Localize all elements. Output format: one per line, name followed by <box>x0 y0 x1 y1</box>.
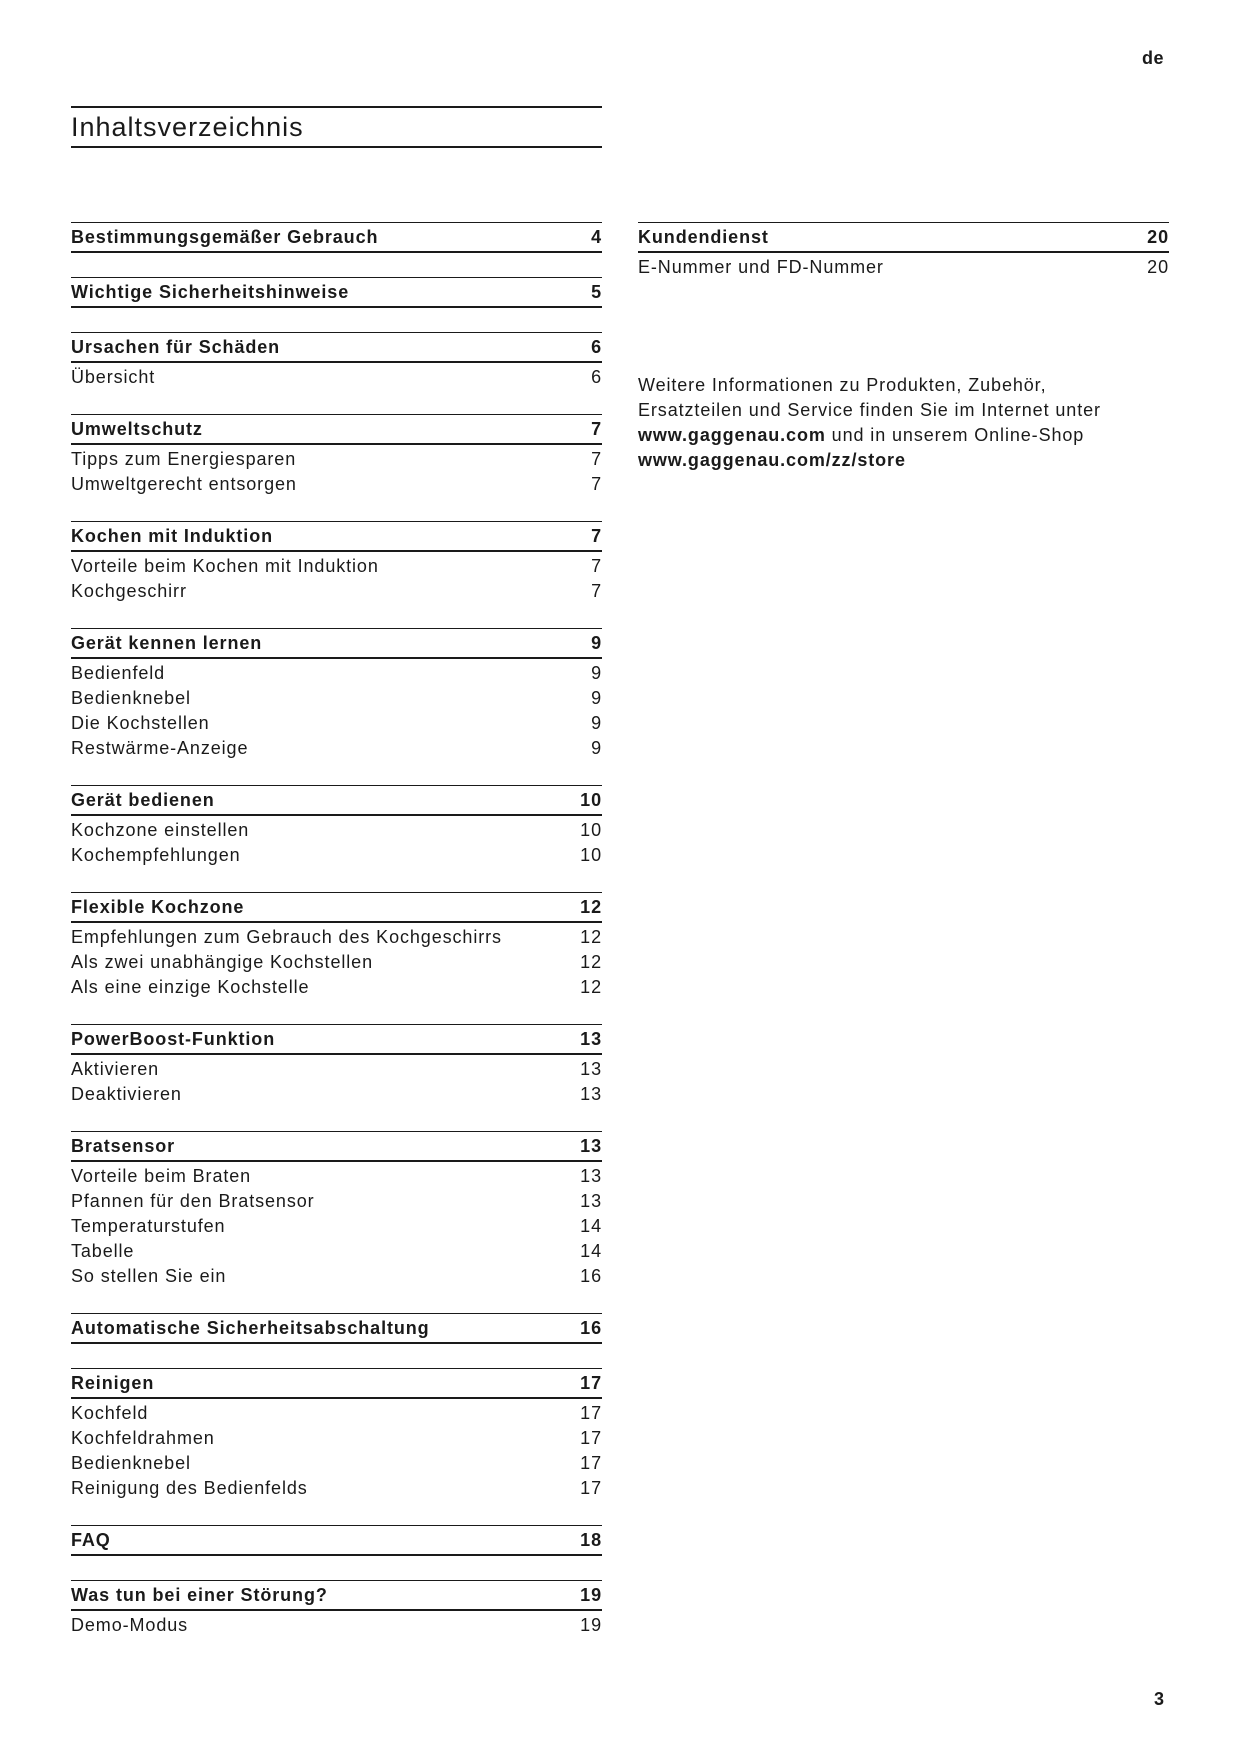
toc-subitem-label: Tipps zum Energiesparen <box>71 449 297 469</box>
toc-subitem-page: 9 <box>591 688 602 708</box>
toc-section-title: Kochen mit Induktion <box>71 525 273 546</box>
toc-subitem[interactable] <box>71 554 602 579</box>
toc-section-title: Umweltschutz <box>71 418 203 439</box>
toc-subitem[interactable] <box>71 925 602 950</box>
toc-subitem-page: 17 <box>580 1428 602 1448</box>
toc-subitem-page: 20 <box>1147 257 1169 277</box>
toc-section-title: Wichtige Sicherheitshinweise <box>71 281 350 302</box>
toc-subitem-list <box>71 1399 602 1501</box>
toc-subitem-page: 13 <box>580 1084 602 1104</box>
toc-subitem[interactable] <box>71 975 602 1000</box>
toc-left-column <box>71 222 602 1662</box>
language-tag: de <box>1141 48 1164 68</box>
toc-section-page: 20 <box>1147 226 1169 247</box>
toc-subitem-list <box>71 1162 602 1289</box>
toc-subitem-page: 7 <box>591 581 602 601</box>
toc-section-heading[interactable] <box>71 277 602 308</box>
toc-section <box>71 277 602 308</box>
toc-section-page: 7 <box>591 418 602 439</box>
toc-subitem-list <box>71 659 602 761</box>
toc-subitem-label: Tabelle <box>71 1241 135 1261</box>
toc-subitem-list <box>71 1611 602 1638</box>
toc-subitem-page: 16 <box>580 1266 602 1286</box>
toc-section-heading[interactable] <box>71 332 602 363</box>
toc-subitem-label: So stellen Sie ein <box>71 1266 227 1286</box>
toc-subitem-list <box>71 445 602 497</box>
toc-subitem[interactable] <box>71 1239 602 1264</box>
toc-section-page: 19 <box>580 1584 602 1605</box>
toc-subitem-label: Die Kochstellen <box>71 713 210 733</box>
toc-subitem[interactable] <box>71 1476 602 1501</box>
toc-section-heading[interactable] <box>71 1313 602 1344</box>
toc-section-title: Reinigen <box>71 1372 155 1393</box>
toc-subitem-label: Umweltgerecht entsorgen <box>71 474 297 494</box>
toc-section-heading[interactable] <box>71 1368 602 1399</box>
toc-subitem-label: Bedienknebel <box>71 1453 191 1473</box>
store-link[interactable]: www.gaggenau.com/zz/store <box>638 450 906 470</box>
toc-section <box>71 1525 602 1556</box>
toc-section <box>71 892 602 1000</box>
toc-subitem-list <box>638 253 1169 280</box>
toc-section-page: 16 <box>580 1317 602 1338</box>
toc-section-heading[interactable] <box>71 785 602 816</box>
toc-subitem-list <box>71 552 602 604</box>
toc-section-heading[interactable] <box>71 1024 602 1055</box>
toc-section-heading[interactable] <box>71 628 602 659</box>
toc-section-page: 13 <box>580 1028 602 1049</box>
toc-section-page: 7 <box>591 525 602 546</box>
toc-subitem-page: 13 <box>580 1166 602 1186</box>
toc-subitem-label: Kochfeld <box>71 1403 149 1423</box>
toc-subitem-label: Kochzone einstellen <box>71 820 250 840</box>
toc-subitem-label: E-Nummer und FD-Nummer <box>638 257 884 277</box>
info-text <box>638 373 1169 473</box>
toc-subitem-label: Pfannen für den Bratsensor <box>71 1191 315 1211</box>
toc-section-page: 18 <box>580 1529 602 1550</box>
toc-subitem-label: Kochempfehlungen <box>71 845 241 865</box>
info-line <box>638 448 1169 473</box>
toc-subitem-label: Empfehlungen zum Gebrauch des Kochgeschirrs <box>71 927 502 947</box>
toc-subitem-page: 12 <box>580 952 602 972</box>
toc-section <box>71 628 602 761</box>
toc-subitem-label: Übersicht <box>71 367 156 387</box>
toc-subitem-label: Vorteile beim Braten <box>71 1166 252 1186</box>
toc-subitem-list <box>71 923 602 1000</box>
toc-section-title: Gerät kennen lernen <box>71 632 263 653</box>
toc-section-page: 5 <box>591 281 602 302</box>
toc-section <box>71 521 602 604</box>
toc-section-page: 13 <box>580 1135 602 1156</box>
toc-subitem-page: 7 <box>591 556 602 576</box>
toc-subitem-label: Bedienfeld <box>71 663 166 683</box>
toc-section-page: 12 <box>580 896 602 917</box>
toc-subitem-page: 9 <box>591 713 602 733</box>
toc-subitem-page: 14 <box>580 1216 602 1236</box>
page-number: 3 <box>1153 1689 1164 1709</box>
toc-section-title: Bestimmungsgemäßer Gebrauch <box>71 226 379 247</box>
toc-subitem-page: 17 <box>580 1453 602 1473</box>
toc-subitem-label: Temperaturstufen <box>71 1216 226 1236</box>
toc-subitem[interactable] <box>71 1164 602 1189</box>
toc-subitem-page: 12 <box>580 977 602 997</box>
toc-section <box>71 785 602 868</box>
toc-section-title: Ursachen für Schäden <box>71 336 281 357</box>
website-link[interactable]: www.gaggenau.com <box>638 425 826 445</box>
toc-section-title: Bratsensor <box>71 1135 176 1156</box>
toc-subitem-page: 9 <box>591 663 602 683</box>
toc-subitem-label: Deaktivieren <box>71 1084 182 1104</box>
toc-subitem[interactable] <box>71 1451 602 1476</box>
toc-section-title: Kundendienst <box>638 226 769 247</box>
toc-subitem-label: Kochgeschirr <box>71 581 187 601</box>
toc-subitem[interactable] <box>71 1401 602 1426</box>
toc-subitem[interactable] <box>71 1189 602 1214</box>
toc-section-heading[interactable] <box>71 222 602 253</box>
toc-subitem-label: Reinigung des Bedienfelds <box>71 1478 308 1498</box>
toc-subitem[interactable] <box>71 1057 602 1082</box>
toc-subitem-label: Als eine einzige Kochstelle <box>71 977 310 997</box>
toc-subitem-page: 13 <box>580 1059 602 1079</box>
toc-section-title: Automatische Sicherheitsabschaltung <box>71 1317 430 1338</box>
toc-section-title: FAQ <box>71 1529 111 1550</box>
toc-subitem-page: 7 <box>591 449 602 469</box>
toc-subitem-page: 17 <box>580 1403 602 1423</box>
info-line <box>638 423 1169 448</box>
toc-subitem[interactable] <box>71 1082 602 1107</box>
toc-subitem-list <box>71 1055 602 1107</box>
toc-section-heading[interactable] <box>71 1525 602 1556</box>
toc-section <box>71 1580 602 1638</box>
toc-subitem-label: Restwärme-Anzeige <box>71 738 249 758</box>
toc-subitem-label: Vorteile beim Kochen mit Induktion <box>71 556 379 576</box>
toc-subitem-label: Bedienknebel <box>71 688 191 708</box>
toc-subitem-page: 6 <box>591 367 602 387</box>
toc-section-heading[interactable] <box>638 222 1169 253</box>
toc-subitem[interactable] <box>71 472 602 497</box>
toc-section-heading[interactable] <box>71 1580 602 1611</box>
page-title: Inhaltsverzeichnis <box>71 112 304 142</box>
toc-section <box>71 1313 602 1344</box>
toc-section-page: 6 <box>591 336 602 357</box>
toc-section-page: 17 <box>580 1372 602 1393</box>
info-line: Weitere Informationen zu Produkten, Zubehör, <box>638 375 1047 395</box>
toc-subitem-page: 17 <box>580 1478 602 1498</box>
toc-subitem[interactable] <box>71 1264 602 1289</box>
toc-section <box>71 1131 602 1289</box>
toc-right-column <box>638 222 1169 304</box>
toc-section <box>71 1024 602 1107</box>
toc-subitem-label: Als zwei unabhängige Kochstellen <box>71 952 373 972</box>
toc-section <box>71 414 602 497</box>
toc-subitem-page: 12 <box>580 927 602 947</box>
toc-subitem[interactable] <box>71 447 602 472</box>
toc-section-title: PowerBoost-Funktion <box>71 1028 276 1049</box>
toc-section <box>71 332 602 390</box>
toc-section-heading[interactable] <box>71 521 602 552</box>
toc-section-page: 4 <box>591 226 602 247</box>
toc-subitem-list <box>71 363 602 390</box>
title-block <box>71 106 602 148</box>
toc-subitem-page: 14 <box>580 1241 602 1261</box>
toc-subitem[interactable] <box>71 950 602 975</box>
toc-section-title: Was tun bei einer Störung? <box>71 1584 328 1605</box>
toc-subitem[interactable] <box>71 365 602 390</box>
toc-subitem[interactable] <box>71 1613 602 1638</box>
toc-subitem[interactable] <box>71 818 602 843</box>
toc-subitem[interactable] <box>638 255 1169 280</box>
toc-subitem[interactable] <box>71 711 602 736</box>
toc-section <box>71 1368 602 1501</box>
info-line-rest: und in unserem Online-Shop <box>825 425 1085 445</box>
toc-section-heading[interactable] <box>71 892 602 923</box>
toc-section-title: Flexible Kochzone <box>71 896 245 917</box>
toc-subitem-page: 19 <box>580 1615 602 1635</box>
toc-subitem-page: 10 <box>580 845 602 865</box>
toc-section <box>71 222 602 253</box>
toc-subitem[interactable] <box>71 1214 602 1239</box>
toc-subitem-page: 9 <box>591 738 602 758</box>
toc-subitem-list <box>71 816 602 868</box>
toc-subitem[interactable] <box>71 1426 602 1451</box>
toc-subitem[interactable] <box>71 579 602 604</box>
toc-subitem-label: Kochfeldrahmen <box>71 1428 215 1448</box>
toc-section <box>638 222 1169 280</box>
toc-section-page: 10 <box>580 789 602 810</box>
toc-section-heading[interactable] <box>71 1131 602 1162</box>
toc-subitem-page: 7 <box>591 474 602 494</box>
toc-subitem-label: Demo-Modus <box>71 1615 189 1635</box>
toc-subitem[interactable] <box>71 843 602 868</box>
toc-subitem[interactable] <box>71 736 602 761</box>
toc-subitem[interactable] <box>71 661 602 686</box>
toc-subitem-page: 10 <box>580 820 602 840</box>
toc-section-heading[interactable] <box>71 414 602 445</box>
toc-section-title: Gerät bedienen <box>71 789 215 810</box>
info-line: Ersatzteilen und Service finden Sie im Internet unter <box>638 400 1101 420</box>
toc-subitem-page: 13 <box>580 1191 602 1211</box>
toc-section-page: 9 <box>591 632 602 653</box>
toc-subitem-label: Aktivieren <box>71 1059 160 1079</box>
toc-subitem[interactable] <box>71 686 602 711</box>
